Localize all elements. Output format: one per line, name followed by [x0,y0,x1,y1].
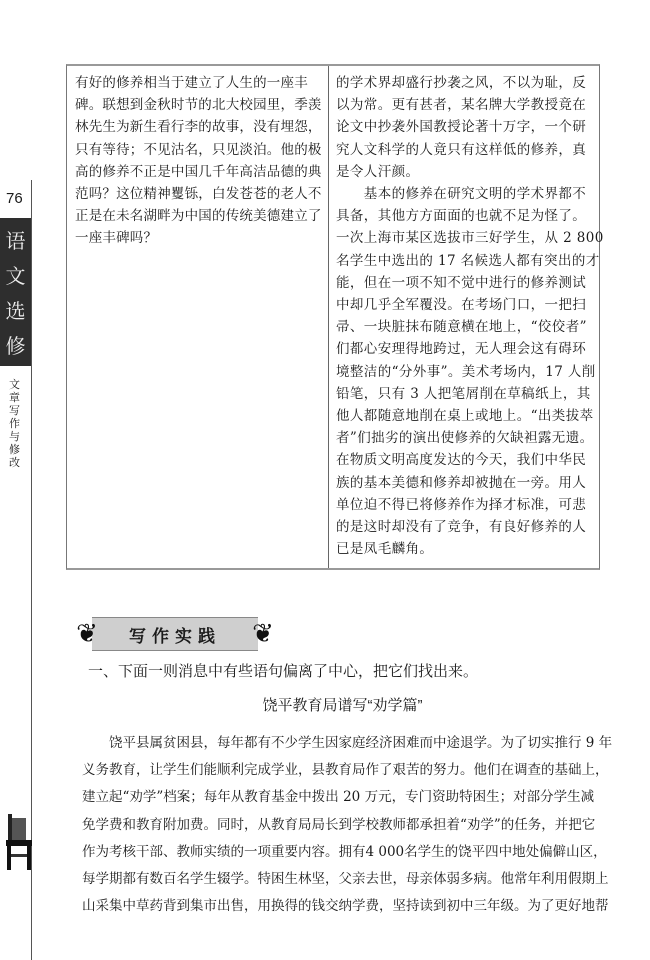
text-line: 的学术界却盛行抄袭之风，不以为耻，反 [336,75,587,91]
chair-icon [4,812,34,872]
text-line: 正是在未名湖畔为中国的传统美德建立了 [75,208,322,225]
exercise-question: 一、下面一则消息中有些语句偏离了中心，把它们找出来。 [88,663,479,680]
text-line: 究人文科学的人竟只有这样低的修养，真 [336,141,587,158]
floral-ornament-icon: ❦ [76,619,98,649]
floral-ornament-icon: ❦ [252,619,274,649]
text-line: 基本的修养在研究文明的学术界都不 [336,186,587,203]
text-line: 是令人汗颜。 [336,163,420,180]
page-number: 76 [6,190,23,207]
left-column [75,72,323,250]
text-line: 一座丰碑吗？ [75,230,158,247]
text-line: 名学生中选出的 17 名候选人都有突出的才 [336,252,600,269]
text-line: 他人都随意地削在桌上或地上。“出类拔萃 [336,408,594,425]
text-line: 铅笔，只有 3 人把笔屑削在草稿纸上，其 [336,385,591,402]
section-banner [76,617,274,651]
text-line: 高的修养不正是中国几千年高洁品德的典 [75,163,322,180]
text-line: 具备，其他方方面面的也就不足为怪了。 [336,208,587,225]
series-char: 修 [5,334,26,358]
text-line: 以为常。更有甚者，某名牌大学教授竟在 [336,97,587,114]
series-char: 选 [5,299,26,323]
text-line: 免学费和教育附加费。同时，从教育局局长到学校教师都承担着“劝学”的任务，并把它 [82,816,596,833]
text-line: 义务教育，让学生们能顺利完成学业，县教育局作了艰苦的努力。他们在调查的基础上， [82,762,609,779]
text-line: 们都心安理得地跨过，无人理会这有碍环 [336,341,587,358]
right-column [336,72,604,560]
text-line: 的是这时却没有了竞争，有良好修养的人 [336,519,587,536]
text-line: 已是凤毛麟角。 [336,541,434,558]
text-line: 论文中抄袭外国教授论著十万字，一个研 [336,119,587,136]
text-line: 建立起“劝学”档案；每年从教育基金中拨出 20 万元，专门资助特困生；对部分学生减 [82,789,595,806]
text-line: 单位迫不得已将修养作为择才标准，可悲 [336,496,587,513]
series-label-block [0,218,31,366]
text-line: 者”们拙劣的演出使修养的欠缺袒露无遗。 [336,430,594,447]
text-line: 在物质文明高度发达的今天，我们中华民 [336,452,587,469]
text-line: 境整洁的“分外事”。美术考场内，17 人削 [336,363,596,380]
text-line: 每学期都有数百名学生辍学。特困生林坚，父亲去世，母亲体弱多病。他常年利用假期上 [82,871,609,888]
text-line: 饶平县属贫困县，每年都有不少学生因家庭经济困难而中途退学。为了切实推行 9 年 [82,735,613,751]
series-char: 文 [5,264,26,288]
text-line: 碑。联想到金秋时节的北大校园里，季羡 [75,97,322,114]
text-line: 林先生为新生看行李的故事，没有埋怨， [75,119,322,136]
text-line: 作为考核干部、教师实绩的一项重要内容。拥有4 000名学生的饶平四中地处偏僻山区， [82,843,607,860]
column-divider [328,66,329,568]
section-title: 写作实践 [129,626,221,647]
text-line: 帚、一块脏抹布随意横在地上，“佼佼者” [336,319,587,336]
series-char: 语 [5,229,26,253]
text-line: 范吗？这位精神矍铄，白发苍苍的老人不 [75,186,322,203]
news-body [82,730,612,920]
text-line: 有好的修养相当于建立了人生的一座丰 [75,75,308,91]
text-line: 只有等待；不见沽名，只见淡泊。他的极 [75,141,322,158]
text-line: 山采集中草药背到集市出售，用换得的钱交纳学费，坚持读到初中三年级。为了更好地帮 [82,898,609,915]
news-title: 饶平教育局谱写“劝学篇” [262,697,423,714]
text-line: 中却几乎全军覆没。在考场门口，一把扫 [336,297,587,314]
text-line: 一次上海市某区选拔市三好学生，从 2 800 [336,230,604,247]
two-column-text-table [66,64,604,570]
text-line: 族的基本美德和修养却被抛在一旁。用人 [336,474,587,491]
text-line: 能，但在一项不知不觉中进行的修养测试 [336,274,587,291]
book-subtitle: 文章写作与修改 [9,378,20,469]
